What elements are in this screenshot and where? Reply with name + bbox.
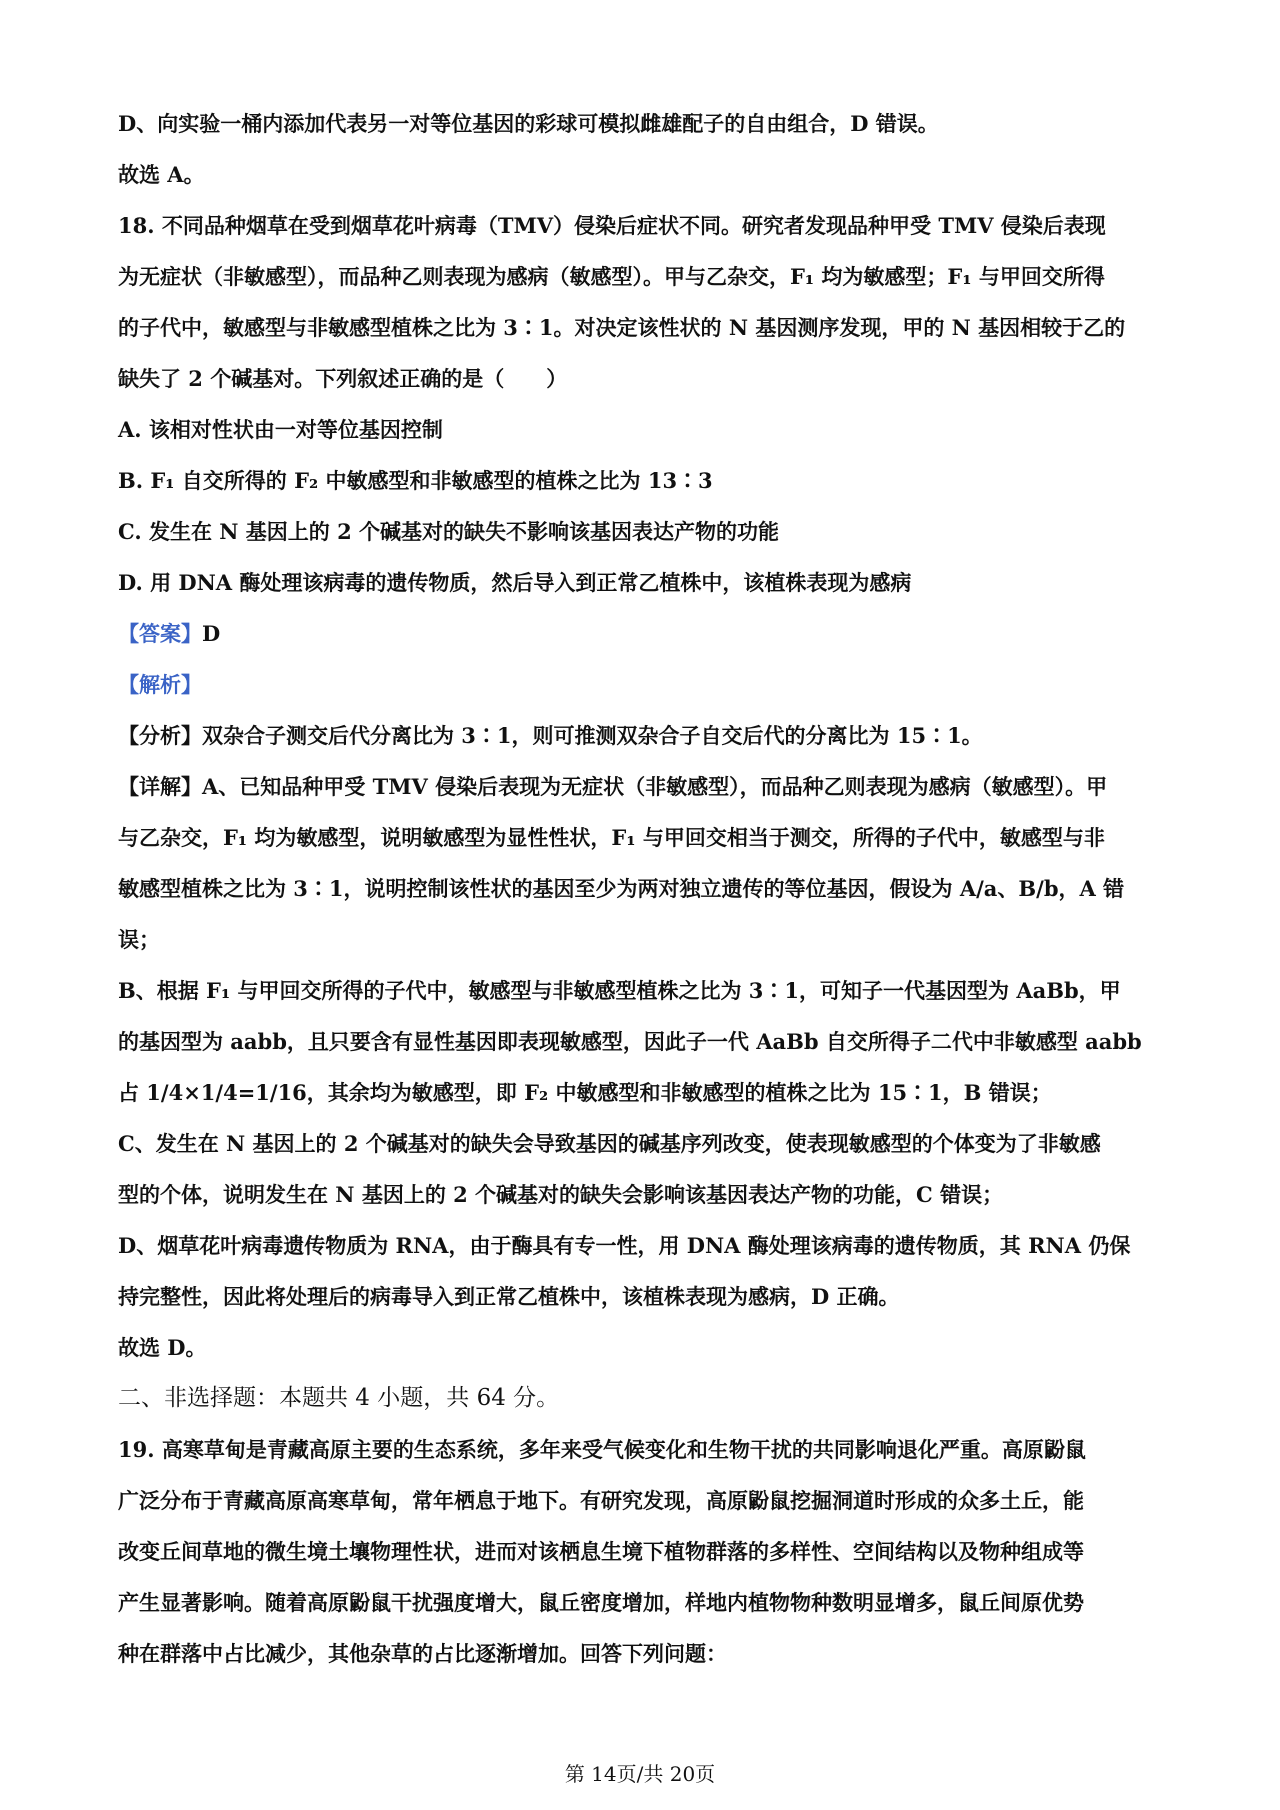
question-19-line: 广泛分布于青藏高原高寒草甸，常年栖息于地下。有研究发现，高原鼢鼠挖掘洞道时形成的众多土丘，能	[118, 1488, 1084, 1513]
detail-first-line	[118, 761, 1178, 812]
detail-line: 误；	[118, 927, 160, 952]
section-heading: 二、非选择题：本题共 4 小题，共 64 分。	[118, 1385, 560, 1411]
detail-line: 的基因型为 aabb，且只要含有显性基因即表现敏感型，因此子一代 AaBb 自交所得子二代中非敏感型 aabb	[118, 1029, 1142, 1054]
detail-line: 敏感型植株之比为 3∶1，说明控制该性状的基因至少为两对独立遗传的等位基因，假设为 A/a、B/b，A 错	[118, 876, 1125, 901]
detail-line: 型的个体，说明发生在 N 基因上的 2 个碱基对的缺失会影响该基因表达产物的功能，C 错误；	[118, 1182, 1004, 1207]
option-b: B. F₁ 自交所得的 F₂ 中敏感型和非敏感型的植株之比为 13∶3	[118, 468, 713, 493]
question-19-line: 种在群落中占比减少，其他杂草的占比逐渐增加。回答下列问题：	[118, 1641, 727, 1666]
analysis-heading	[118, 659, 1178, 710]
option-d-previous: D、向实验一桶内添加代表另一对等位基因的彩球可模拟雌雄配子的自由组合，D 错误。	[118, 111, 939, 136]
question-18-stem-1: 18. 不同品种烟草在受到烟草花叶病毒（TMV）侵染后症状不同。研究者发现品种甲受 TMV 侵染后表现	[118, 213, 1106, 238]
detail-tag: 【详解】	[118, 774, 202, 799]
question-19-line: 改变丘间草地的微生境土壤物理性状，进而对该栖息生境下植物群落的多样性、空间结构以及物种组成等	[118, 1539, 1084, 1564]
detail-first-text: A、已知品种甲受 TMV 侵染后表现为无症状（非敏感型），而品种乙则表现为感病（敏感型）。甲	[202, 774, 1108, 799]
option-a: A. 该相对性状由一对等位基因控制	[118, 417, 443, 442]
page-footer: 第 14页/共 20页	[564, 1762, 716, 1786]
detail-line: 持完整性，因此将处理后的病毒导入到正常乙植株中，该植株表现为感病，D 正确。	[118, 1284, 900, 1309]
question-18-stem-3: 的子代中，敏感型与非敏感型植株之比为 3∶1。对决定该性状的 N 基因测序发现，甲的 N 基因相较于乙的	[118, 315, 1126, 340]
answer-line	[118, 608, 1178, 659]
analysis-line	[118, 710, 1178, 761]
analysis-tag: 【解析】	[118, 672, 202, 697]
question-18-stem-4: 缺失了 2 个碱基对。下列叙述正确的是（ ）	[118, 366, 568, 391]
detail-choice: 故选 D。	[118, 1335, 207, 1360]
detail-line: C、发生在 N 基因上的 2 个碱基对的缺失会导致基因的碱基序列改变，使表现敏感型的个体变为了非敏感	[118, 1131, 1101, 1156]
detail-line: 与乙杂交，F₁ 均为敏感型，说明敏感型为显性性状，F₁ 与甲回交相当于测交，所得的子代中，敏感型与非	[118, 825, 1105, 850]
question-19-line: 产生显著影响。随着高原鼢鼠干扰强度增大，鼠丘密度增加，样地内植物物种数明显增多，鼠丘间原优势	[118, 1590, 1084, 1615]
analysis-text: 双杂合子测交后代分离比为 3∶1，则可推测双杂合子自交后代的分离比为 15∶1。	[202, 723, 983, 748]
answer-value: D	[202, 621, 221, 646]
option-c: C. 发生在 N 基因上的 2 个碱基对的缺失不影响该基因表达产物的功能	[118, 519, 780, 544]
detail-line: B、根据 F₁ 与甲回交所得的子代中，敏感型与非敏感型植株之比为 3∶1，可知子一代基因型为 AaBb，甲	[118, 978, 1121, 1003]
document-body	[118, 98, 1178, 1679]
option-d: D. 用 DNA 酶处理该病毒的遗传物质，然后导入到正常乙植株中，该植株表现为感病	[118, 570, 912, 595]
question-18-stem-2: 为无症状（非敏感型），而品种乙则表现为感病（敏感型）。甲与乙杂交，F₁ 均为敏感型；F₁ 与甲回交所得	[118, 264, 1105, 289]
analysis-sub-tag: 【分析】	[118, 723, 202, 748]
detail-line: 占 1/4×1/4=1/16，其余均为敏感型，即 F₂ 中敏感型和非敏感型的植株之比为 15∶1，B 错误；	[118, 1080, 1052, 1105]
detail-line: D、烟草花叶病毒遗传物质为 RNA，由于酶具有专一性，用 DNA 酶处理该病毒的遗传物质，其 RNA 仍保	[118, 1233, 1131, 1258]
answer-tag: 【答案】	[118, 621, 202, 646]
question-19-line: 19. 高寒草甸是青藏高原主要的生态系统，多年来受气候变化和生物干扰的共同影响退化严重。高原鼢鼠	[118, 1437, 1086, 1462]
previous-choice: 故选 A。	[118, 162, 205, 187]
